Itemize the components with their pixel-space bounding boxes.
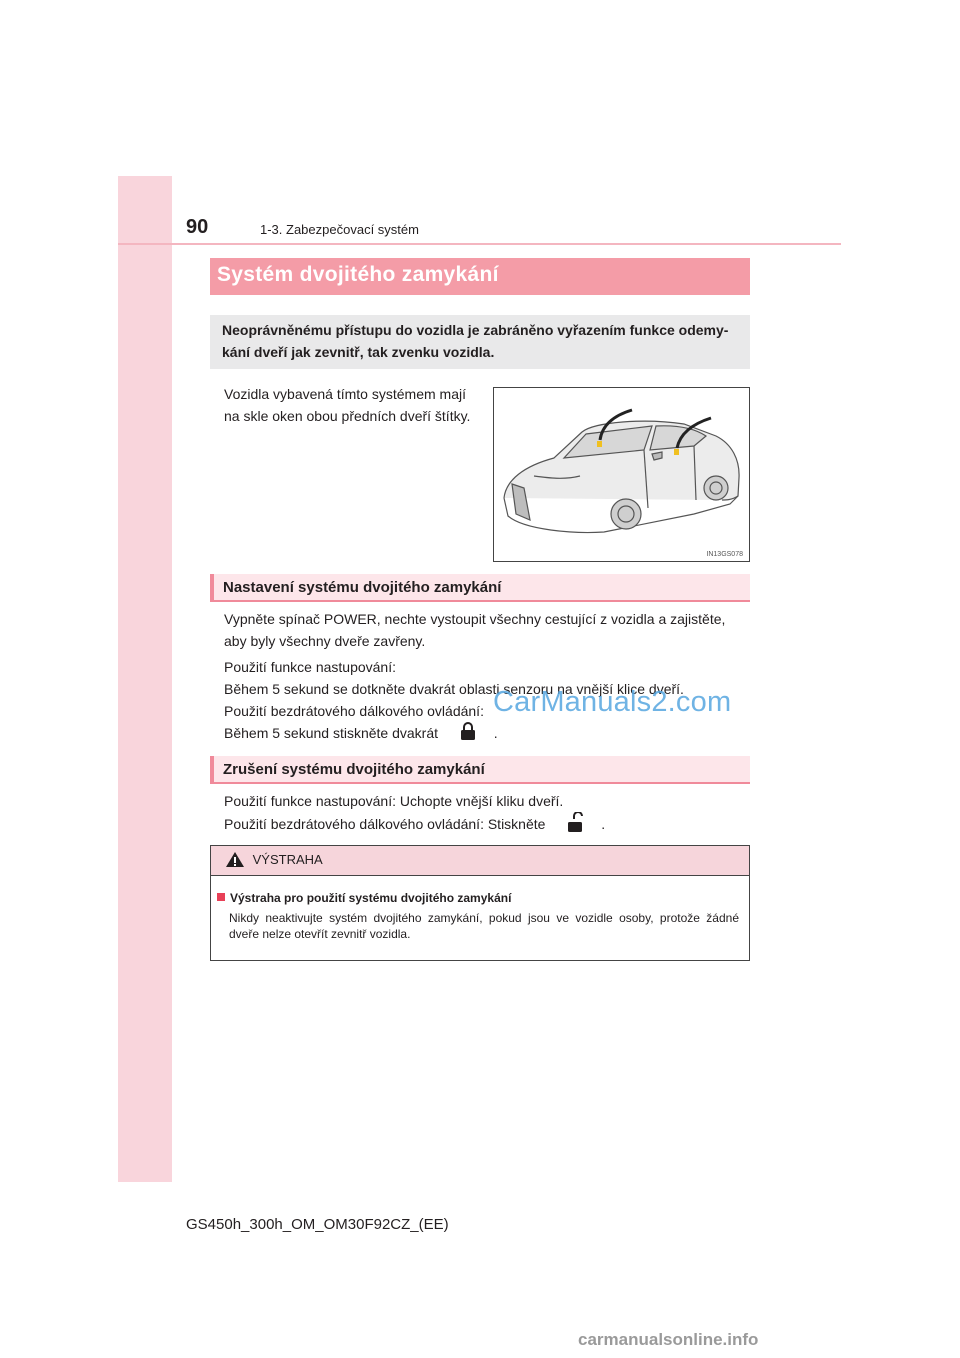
cancel-heading: Zrušení systému dvojitého zamykání (210, 756, 750, 784)
warning-subheading (217, 891, 511, 905)
cancel-line-end: . (601, 816, 606, 833)
figure-code: IN13GS078 (706, 551, 743, 558)
section-title: Systém dvojitého zamykání (210, 258, 750, 295)
setting-line: Použití bezdrátového dálkového ovládání: (224, 703, 484, 719)
chapter-title: 1-3. Zabezpečovací systém (260, 222, 419, 237)
warning-triangle-icon (225, 851, 245, 868)
warning-header (211, 846, 749, 876)
page-number: 90 (186, 216, 209, 238)
setting-line: Vypněte spínač POWER, nechte vystoupit všechny cestující z vozidla a zajistěte, (224, 611, 726, 627)
cancel-line (224, 812, 754, 839)
figure-text-line: na skle oken obou předních dveří štítky. (224, 408, 471, 424)
setting-line (224, 722, 754, 747)
warning-subheading-text: Výstraha pro použití systému dvojitého zamykání (230, 891, 512, 905)
setting-text (224, 608, 754, 747)
intro-box (210, 315, 750, 369)
lock-icon (460, 722, 476, 747)
header-divider (118, 243, 841, 245)
intro-line: Neoprávněnému přístupu do vozidla je zabráněno vyřazením funkce odemy- (222, 322, 729, 338)
setting-line-text: Během 5 sekund stiskněte dvakrát (224, 725, 439, 742)
setting-line: aby byly všechny dveře zavřeny. (224, 633, 426, 649)
unlock-icon (567, 812, 583, 839)
cancel-line-text: Použití bezdrátového dálkového ovládání: Stiskněte (224, 816, 546, 833)
warning-text: Nikdy neaktivujte systém dvojitého zamykání, pokud jsou ve vozidle osoby, protože žádné dveře nelze otevřít zevnitř vozidla. (229, 911, 739, 941)
setting-line: Použití funkce nastupování: (224, 659, 396, 675)
setting-line-end: . (493, 725, 498, 742)
footer-code: GS450h_300h_OM_OM30F92CZ_(EE) (186, 1216, 449, 1233)
cancel-text (224, 790, 754, 839)
cancel-line: Použití funkce nastupování: Uchopte vnější kliku dveří. (224, 793, 564, 809)
car-illustration (493, 387, 750, 562)
figure-description (224, 383, 470, 427)
bullet-square-icon (217, 893, 225, 901)
site-watermark: carmanualsonline.info (578, 1330, 759, 1349)
intro-line: kání dveří jak zevnitř, tak zvenku vozidla. (222, 344, 495, 360)
figure-text-line: Vozidla vybavená tímto systémem mají (224, 386, 466, 402)
setting-line: Během 5 sekund se dotkněte dvakrát oblasti senzoru na vnější klice dveří. (224, 681, 684, 697)
setting-heading: Nastavení systému dvojitého zamykání (210, 574, 750, 602)
car-drawing (494, 388, 749, 561)
warning-label: VÝSTRAHA (252, 852, 323, 867)
chapter-side-bar (118, 176, 172, 1182)
watermark: CarManuals2.com (493, 686, 732, 718)
warning-box (210, 845, 750, 961)
